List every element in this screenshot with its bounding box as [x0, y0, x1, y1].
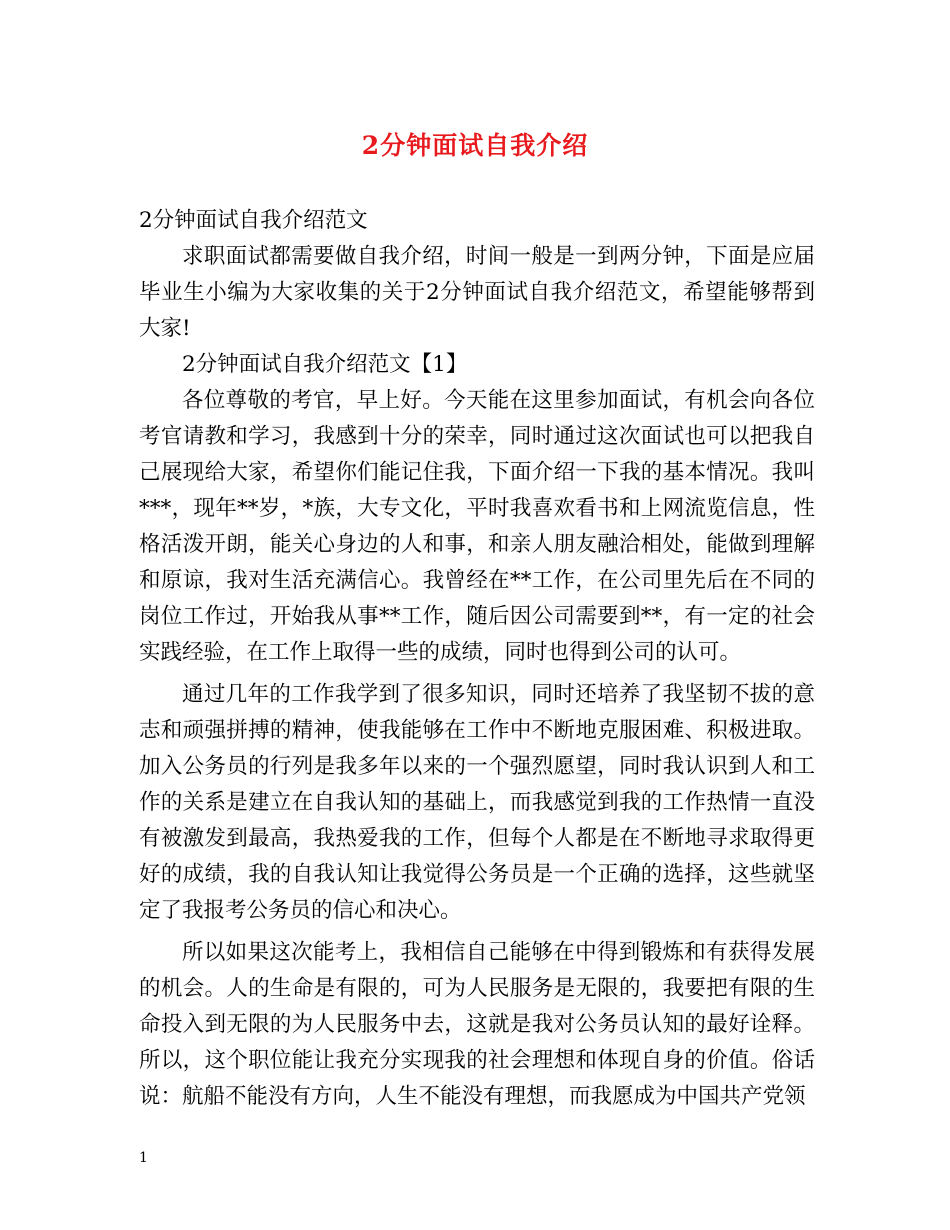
sample-heading: 2分钟面试自我介绍范文【1】	[182, 352, 468, 377]
intro-paragraph: 求职面试都需要做自我介绍，时间一般是一到两分钟，下面是应届毕业生小编为大家收集的关于2分钟面试自我介绍范文，希望能够帮到大家!	[139, 244, 815, 341]
page-number: 1	[139, 1150, 148, 1166]
section-heading: 2分钟面试自我介绍范文	[139, 208, 368, 233]
body-paragraph: 所以如果这次能考上，我相信自己能够在中得到锻炼和有获得发展的机会。人的生命是有限的，可为人民服务是无限的，我要把有限的生命投入到无限的为人民服务中去，这就是我对公务员认知的最好诠释。所以，这个职位能让我充分实现我的社会理想和体现自身的价值。俗话说：航船不能没有方向，人生不能没有理想，而我愿成为中国共产党领	[139, 940, 815, 1109]
document-body	[139, 203, 815, 1115]
body-paragraph: 各位尊敬的考官，早上好。今天能在这里参加面试，有机会向各位考官请教和学习，我感到十分的荣幸，同时通过这次面试也可以把我自己展现给大家，希望你们能记住我，下面介绍一下我的基本情况。我叫***，现年**岁，*族，大专文化，平时我喜欢看书和上网流览信息，性格活泼开朗，能关心身边的人和事，和亲人朋友融洽相处，能做到理解和原谅，我对生活充满信心。我曾经在**工作，在公司里先后在不同的岗位工作过，开始我从事**工作，随后因公司需要到**，有一定的社会实践经验，在工作上取得一些的成绩，同时也得到公司的认可。	[139, 388, 815, 665]
body-paragraph: 通过几年的工作我学到了很多知识，同时还培养了我坚韧不拔的意志和顽强拼搏的精神，使我能够在工作中不断地克服困难、积极进取。加入公务员的行列是我多年以来的一个强烈愿望，同时我认识到人和工作的关系是建立在自我认知的基础上，而我感觉到我的工作热情一直没有被激发到最高，我热爱我的工作，但每个人都是在不断地寻求取得更好的成绩，我的自我认知让我觉得公务员是一个正确的选择，这些就坚定了我报考公务员的信心和决心。	[139, 682, 815, 923]
document-title: 2分钟面试自我介绍	[361, 131, 589, 160]
